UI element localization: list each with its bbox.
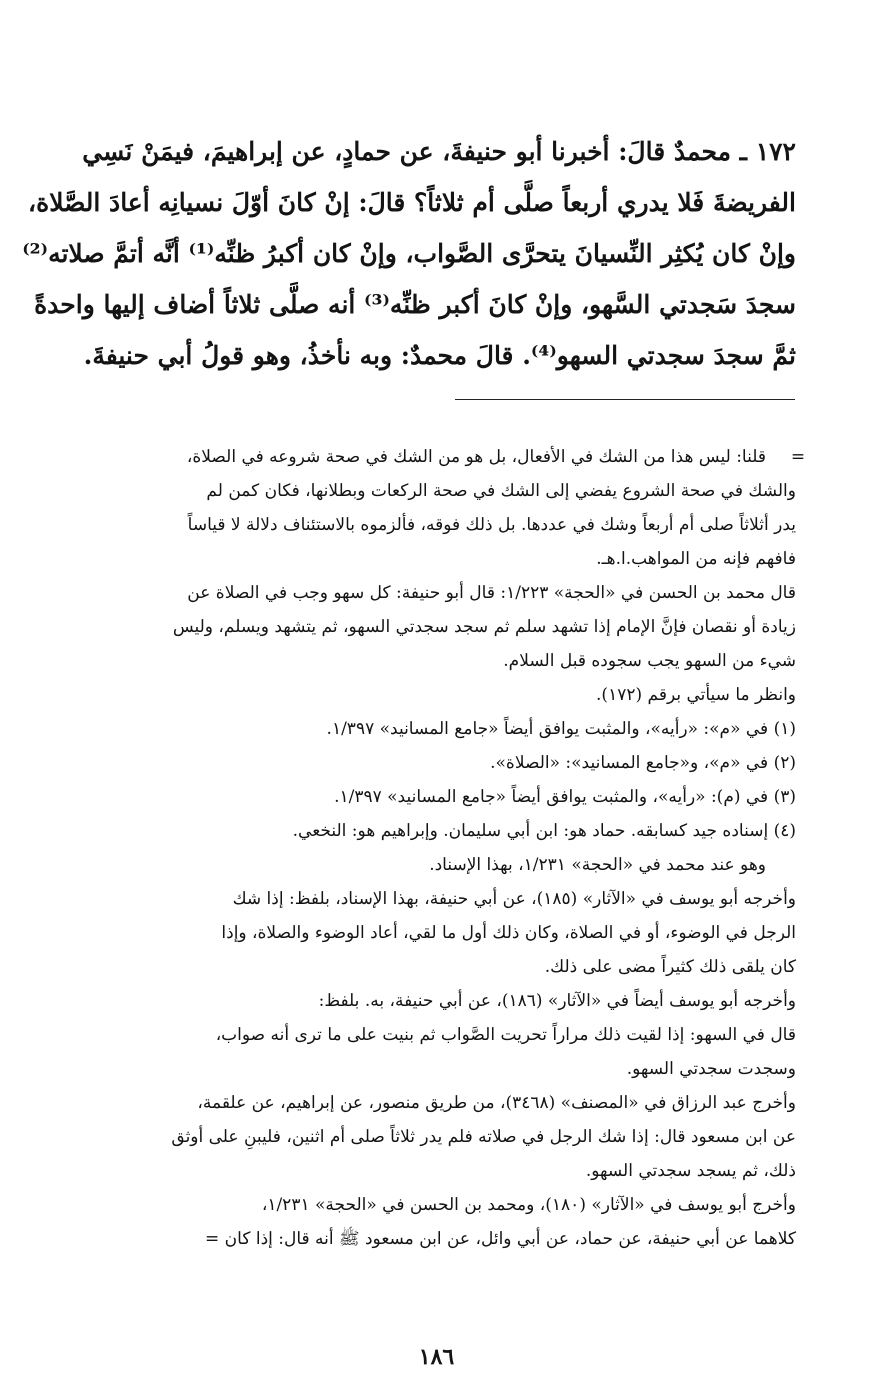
footnote-divider <box>455 399 795 400</box>
main-text <box>22 126 796 381</box>
footnote-line: وهو عند محمد في «الحجة» ١/٢٣١، بهذا الإسناد. <box>429 855 766 875</box>
continuation-mark: = <box>790 447 806 467</box>
main-text-line: وإنْ كان يُكثِر النِّسيانَ يتحرَّى الصَّواب، وإنْ كان أكبرُ ظنِّه⁽¹⁾ أنَّه أتمَّ صلاته⁽²⁾ <box>22 239 796 268</box>
footnote-line: ذلك، ثم يسجد سجدتي السهو. <box>585 1161 796 1181</box>
footnote-line: والشك في صحة الشروع يفضي إلى الشك في صحة الركعات وبطلانها، فكان كمن لم <box>206 481 796 501</box>
footnote-line: (٢) في «م»، و«جامع المسانيد»: «الصلاة». <box>490 753 796 773</box>
footnote-line <box>48 440 806 474</box>
footnote-line: شيء من السهو يجب سجوده قبل السلام. <box>503 651 796 671</box>
footnote-line: وانظر ما سيأتي برقم (١٧٢). <box>596 685 796 705</box>
footnote-line: (٣) في (م): «رأيه»، والمثبت يوافق أيضاً «جامع المسانيد» ١/٣٩٧. <box>334 787 796 807</box>
footnote-line: وأخرجه أبو يوسف في «الآثار» (١٨٥)، عن أبي حنيفة، بهذا الإسناد، بلفظ: إذا شك <box>232 889 796 909</box>
footnote-line: وأخرجه أبو يوسف أيضاً في «الآثار» (١٨٦)، عن أبي حنيفة، به. بلفظ: <box>318 991 796 1011</box>
footnotes <box>48 440 806 1256</box>
footnote-line-text: قلنا: ليس هذا من الشك في الأفعال، بل هو من الشك في صحة شروعه في الصلاة، <box>186 447 766 467</box>
footnote-line: عن ابن مسعود قال: إذا شك الرجل في صلاته فلم يدر ثلاثاً صلى أم اثنين، فليبنِ على أوثق <box>171 1127 796 1147</box>
footnote-line: كان يلقى ذلك كثيراً مضى على ذلك. <box>544 957 796 977</box>
footnote-line: فافهم فإنه من المواهب.ا.هـ. <box>596 549 796 569</box>
footnote-line: (١) في «م»: «رأيه»، والمثبت يوافق أيضاً «جامع المسانيد» ١/٣٩٧. <box>326 719 796 739</box>
footnote-line: قال محمد بن الحسن في «الحجة» ١/٢٢٣: قال أبو حنيفة: كل سهو وجب في الصلاة عن <box>187 583 796 603</box>
footnote-line: قال في السهو: إذا لقيت ذلك مراراً تحريت الصَّواب ثم بنيت على ما ترى أنه صواب، <box>215 1025 796 1045</box>
footnote-line: زيادة أو نقصان فإنَّ الإمام إذا تشهد سلم ثم سجد سجدتي السهو، ثم يتشهد ويسلم، وليس <box>172 617 796 637</box>
footnote-line: وأخرج أبو يوسف في «الآثار» (١٨٠)، ومحمد بن الحسن في «الحجة» ١/٢٣١، <box>261 1195 796 1215</box>
page-number: ١٨٦ <box>418 1344 455 1370</box>
main-text-line: الفريضةَ فَلا يدري أربعاً صلَّى أم ثلاثاً؟ قالَ: إنْ كانَ أوّلَ نسيانِه أعادَ الصَّلاة، <box>28 188 796 217</box>
footnote-line: وأخرج عبد الرزاق في «المصنف» (٣٤٦٨)، من طريق منصور، عن إبراهيم، عن علقمة، <box>197 1093 796 1113</box>
main-text-line: سجدَ سَجدتي السَّهو، وإنْ كانَ أكبر ظنِّه⁽³⁾ أنه صلَّى ثلاثاً أضاف إليها واحدةً <box>34 290 796 319</box>
footnote-line: كلاهما عن أبي حنيفة، عن حماد، عن أبي وائل، عن ابن مسعود ﷺ أنه قال: إذا كان = <box>205 1229 796 1249</box>
footnote-line: يدر أثلاثاً صلى أم أربعاً وشك في عددها. بل ذلك فوقه، فألزموه بالاستئناف دلالة لا قياساً <box>187 515 796 535</box>
main-text-line: ١٧٢ ـ محمدٌ قالَ: أخبرنا أبو حنيفةَ، عن حمادٍ، عن إبراهيمَ، فيمَنْ نَسِي <box>82 137 796 166</box>
footnote-line: (٤) إسناده جيد كسابقه. حماد هو: ابن أبي سليمان. وإبراهيم هو: النخعي. <box>292 821 796 841</box>
footnote-line: وسجدت سجدتي السهو. <box>626 1059 796 1079</box>
footnote-line: الرجل في الوضوء، أو في الصلاة، وكان ذلك أول ما لقي، أعاد الوضوء والصلاة، وإذا <box>221 923 796 943</box>
main-text-line: ثمَّ سجدَ سجدتي السهو⁽⁴⁾. قالَ محمدٌ: وبه نأخذُ، وهو قولُ أبي حنيفةَ. <box>83 341 796 370</box>
